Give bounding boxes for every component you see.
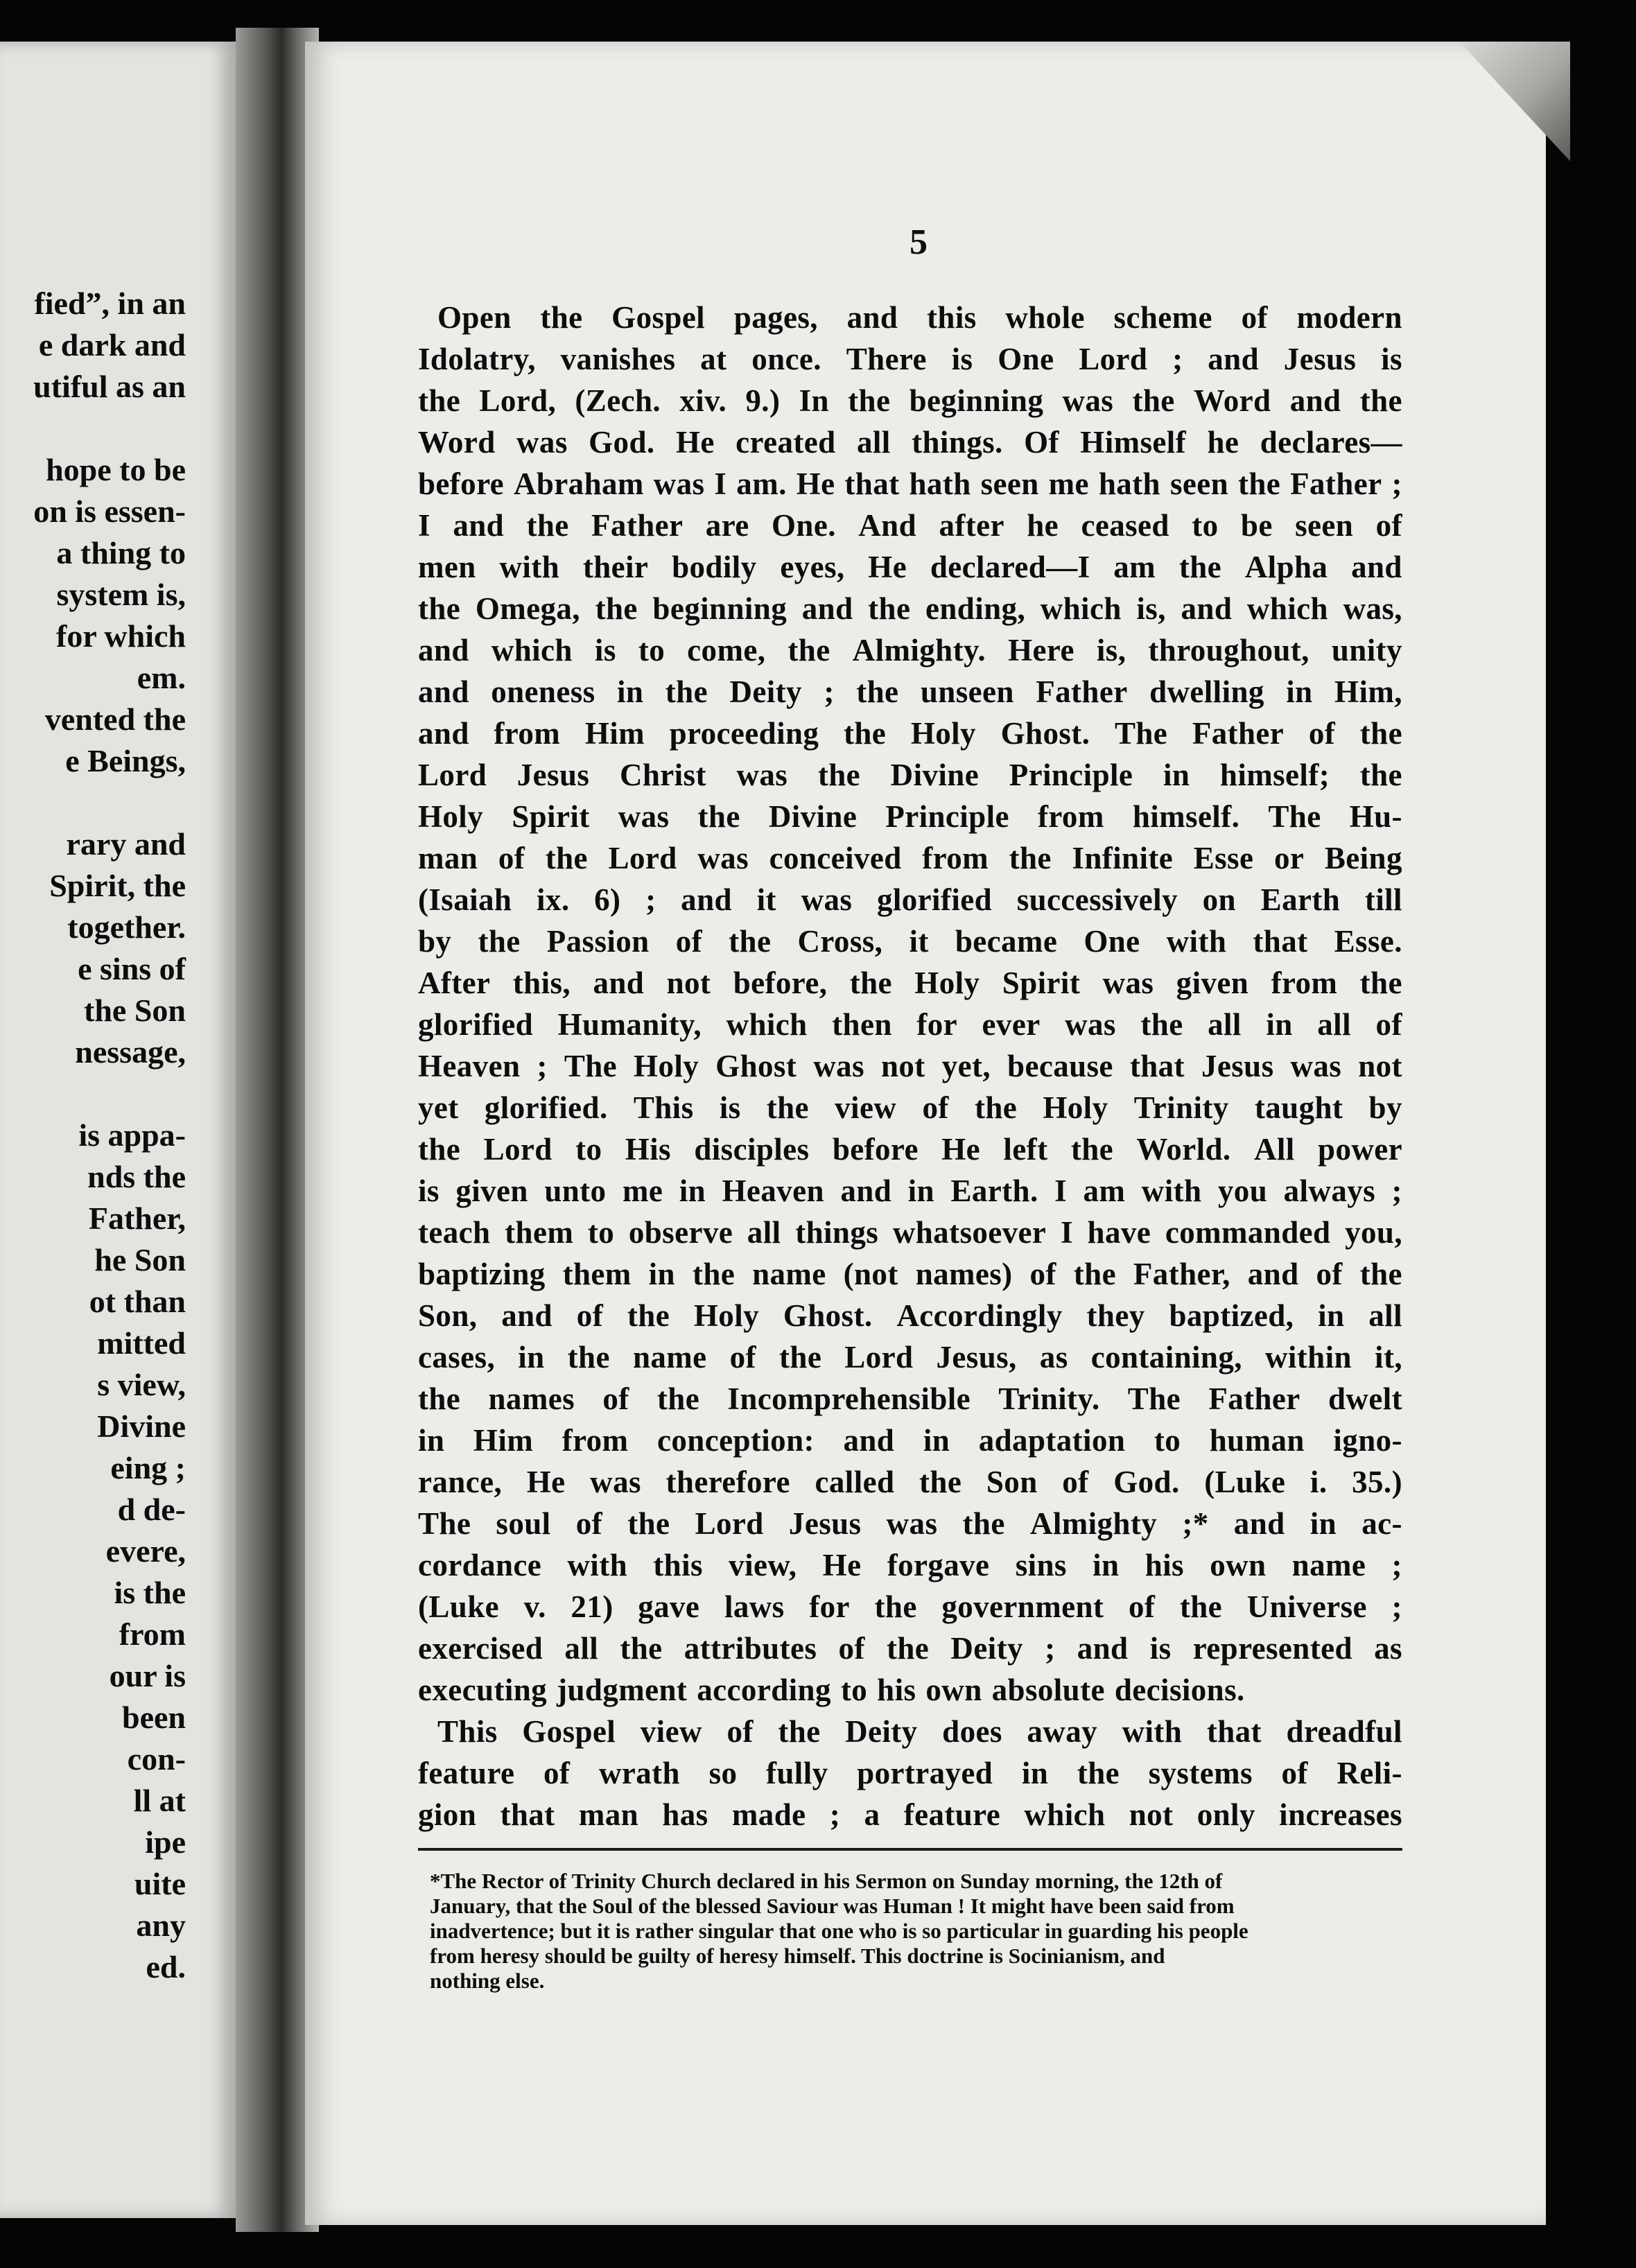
left-page-line: Divine <box>97 1408 186 1444</box>
body-line: and oneness in the Deity ; the unseen Father dwelling in Him, <box>418 674 1402 709</box>
left-page-line: em. <box>137 660 186 695</box>
left-page-line: a thing to <box>56 535 186 570</box>
left-page-line: any <box>136 1908 186 1943</box>
left-page-line: ot than <box>89 1284 186 1319</box>
left-page-line: Spirit, the <box>49 868 186 903</box>
body-line: and which is to come, the Almighty. Here is, throughout, unity <box>418 633 1402 668</box>
body-line: man of the Lord was conceived from the Infinite Esse or Being <box>418 841 1402 875</box>
footnote-line: from heresy should be guilty of heresy himself. This doctrine is Socinianism, and <box>430 1944 1165 1968</box>
body-line: and from Him proceeding the Holy Ghost. The Father of the <box>418 716 1402 751</box>
left-page-line: fied”, in an <box>34 286 186 321</box>
body-line: This Gospel view of the Deity does away with that dreadful <box>437 1714 1402 1749</box>
left-page-line: con- <box>127 1741 186 1777</box>
footnote-line: January, that the Soul of the blessed Saviour was Human ! It might have been said from <box>430 1894 1235 1918</box>
body-line: Open the Gospel pages, and this whole scheme of modern <box>437 300 1402 335</box>
body-line: rance, He was therefore called the Son of God. (Luke i. 35.) <box>418 1465 1402 1499</box>
left-page-line: ipe <box>145 1824 186 1860</box>
body-line: the Omega, the beginning and the ending, which is, and which was, <box>418 591 1402 626</box>
left-page-line <box>0 408 229 449</box>
left-page-line: d de- <box>117 1492 186 1527</box>
left-page-line: is appa- <box>78 1117 186 1153</box>
left-page-line: e Beings, <box>65 743 186 778</box>
body-line: cordance with this view, He forgave sins in his own name ; <box>418 1548 1402 1582</box>
body-line: is given unto me in Heaven and in Earth. I am with you always ; <box>418 1174 1402 1208</box>
body-line: After this, and not before, the Holy Spirit was given from the <box>418 966 1402 1000</box>
left-page-line: hope to be <box>46 452 186 487</box>
body-line: Idolatry, vanishes at once. There is One Lord ; and Jesus is <box>418 342 1402 376</box>
left-page-line: ed. <box>146 1949 186 1984</box>
left-page-line: Father, <box>88 1201 186 1236</box>
body-line: in Him from conception: and in adaptation to human igno- <box>418 1423 1402 1458</box>
footnote-rule <box>418 1848 1402 1851</box>
left-page-line: ll at <box>133 1783 186 1818</box>
body-line: the Lord to His disciples before He left the World. All power <box>418 1132 1402 1167</box>
left-page-line: from <box>119 1616 186 1652</box>
body-line: The soul of the Lord Jesus was the Almighty ;* and in ac- <box>418 1506 1402 1541</box>
left-page-line: evere, <box>105 1533 186 1569</box>
left-page-line: the Son <box>84 993 186 1028</box>
left-page-line: he Son <box>94 1242 186 1277</box>
left-page-line: our is <box>109 1658 186 1693</box>
left-page-line: eing ; <box>110 1450 186 1485</box>
left-page-line <box>0 782 229 823</box>
body-line: the names of the Incomprehensible Trinity. The Father dwelt <box>418 1381 1402 1416</box>
left-page-line: s view, <box>97 1367 186 1402</box>
body-line: gion that man has made ; a feature which not only increases <box>418 1797 1402 1832</box>
left-page-lines <box>0 283 229 1988</box>
left-page-line: for which <box>56 618 186 654</box>
body-line: feature of wrath so fully portrayed in the systems of Reli- <box>418 1756 1402 1790</box>
body-line: men with their bodily eyes, He declared—I am the Alpha and <box>418 550 1402 584</box>
body-line: I and the Father are One. And after he ceased to be seen of <box>418 508 1402 543</box>
left-page-line: uite <box>134 1866 186 1901</box>
left-page-line: on is essen- <box>33 494 186 529</box>
footnote-line: *The Rector of Trinity Church declared in his Sermon on Sunday morning, the 12th of <box>430 1869 1223 1893</box>
left-page-line: together. <box>67 909 186 945</box>
previous-page-fragment <box>0 42 236 2218</box>
body-line: Word was God. He created all things. Of Himself he declares— <box>418 425 1402 460</box>
body-line: Lord Jesus Christ was the Divine Principle in himself; the <box>418 758 1402 792</box>
body-line: baptizing them in the name (not names) of the Father, and of the <box>418 1257 1402 1291</box>
body-line: (Luke v. 21) gave laws for the government of the Universe ; <box>418 1589 1402 1624</box>
body-line: the Lord, (Zech. xiv. 9.) In the beginning was the Word and the <box>418 383 1402 418</box>
footnote-line: inadvertence; but it is rather singular that one who is so particular in guarding his people <box>430 1919 1248 1943</box>
left-page-line: rary and <box>66 826 186 862</box>
left-page-line: nessage, <box>75 1034 186 1070</box>
body-line: yet glorified. This is the view of the Holy Trinity taught by <box>418 1090 1402 1125</box>
body-line: by the Passion of the Cross, it became One with that Esse. <box>418 924 1402 959</box>
body-line: cases, in the name of the Lord Jesus, as containing, within it, <box>418 1340 1402 1375</box>
page-number: 5 <box>910 223 928 262</box>
footnote <box>430 1869 1414 1994</box>
body-line: Heaven ; The Holy Ghost was not yet, because that Jesus was not <box>418 1049 1402 1083</box>
body-line: before Abraham was I am. He that hath seen me hath seen the Father ; <box>418 466 1402 501</box>
left-page-line: e dark and <box>38 327 186 363</box>
body-line: Holy Spirit was the Divine Principle from himself. The Hu- <box>418 799 1402 834</box>
footnote-line: nothing else. <box>430 1969 545 1993</box>
left-page-line: nds the <box>87 1159 186 1194</box>
body-line: executing judgment according to his own absolute decisions. <box>418 1673 1245 1707</box>
left-page-line <box>0 1073 229 1115</box>
left-page-line: vented the <box>44 701 186 737</box>
body-line: exercised all the attributes of the Deity ; and is represented as <box>418 1631 1402 1666</box>
left-page-line: mitted <box>97 1325 186 1361</box>
left-page-line: been <box>122 1700 186 1735</box>
body-line: (Isaiah ix. 6) ; and it was glorified successively on Earth till <box>418 882 1402 917</box>
body-line: Son, and of the Holy Ghost. Accordingly they baptized, in all <box>418 1298 1402 1333</box>
body-text <box>418 297 1402 1835</box>
left-page-line: e sins of <box>78 951 186 986</box>
left-page-line: is the <box>114 1575 186 1610</box>
body-line: glorified Humanity, which then for ever was the all in all of <box>418 1007 1402 1042</box>
left-page-line: utiful as an <box>33 369 186 404</box>
left-page-line: system is, <box>56 577 186 612</box>
body-line: teach them to observe all things whatsoever I have commanded you, <box>418 1215 1402 1250</box>
